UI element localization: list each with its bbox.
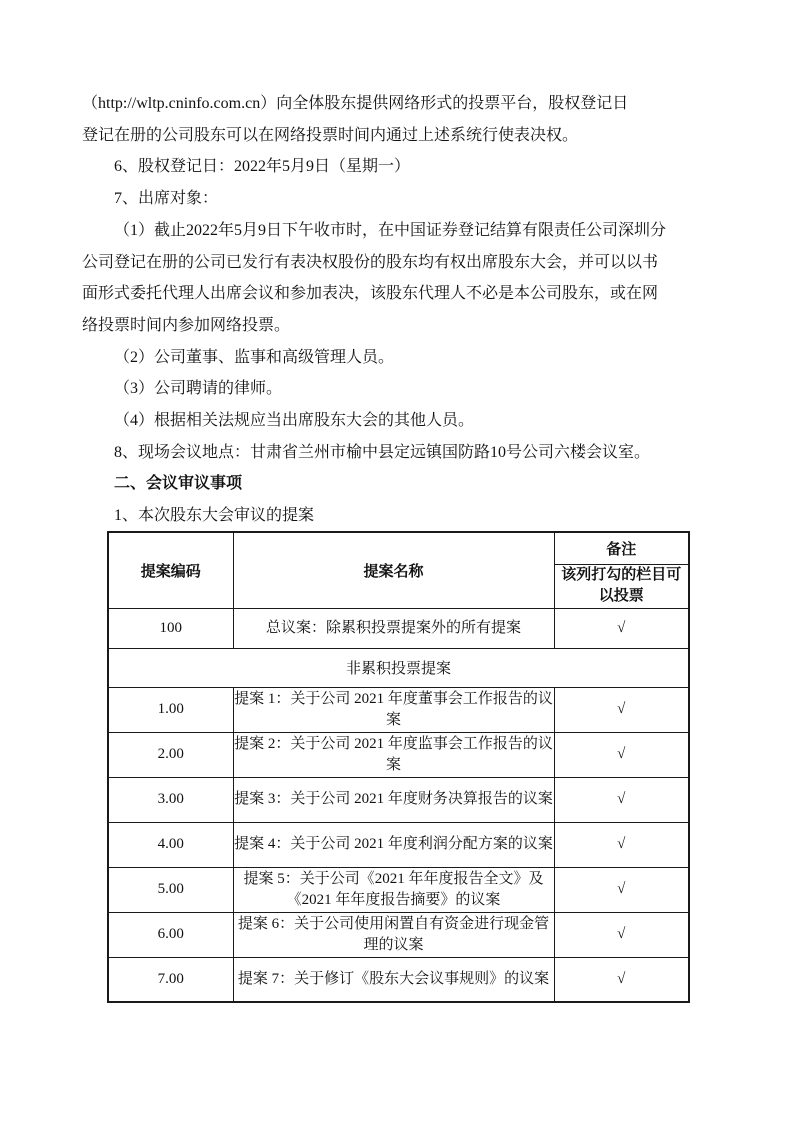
proposal-code-cell: 1.00 bbox=[108, 687, 233, 732]
vote-check-mark: √ bbox=[554, 732, 689, 777]
document-line: 登记在册的公司股东可以在网络投票时间内通过上述系统行使表决权。 bbox=[82, 126, 579, 144]
vote-check-mark: √ bbox=[554, 777, 689, 822]
document-line: 络投票时间内参加网络投票。 bbox=[82, 316, 291, 334]
document-body-text bbox=[82, 88, 716, 532]
vote-check-mark: √ bbox=[554, 608, 689, 648]
header-proposal-code: 提案编码 bbox=[108, 532, 233, 608]
vote-check-mark: √ bbox=[554, 822, 689, 867]
document-line: 6、股权登记日：2022年5月9日（星期一） bbox=[114, 158, 411, 176]
general-proposal-row bbox=[108, 608, 689, 648]
proposal-name-cell: 提案 3：关于公司 2021 年度财务决算报告的议案 bbox=[233, 777, 554, 822]
proposal-code-cell: 5.00 bbox=[108, 867, 233, 912]
proposal-row bbox=[108, 912, 689, 957]
proposal-name-cell: 提案 6：关于公司使用闲置自有资金进行现金管理的议案 bbox=[233, 912, 554, 957]
document-line: 二、会议审议事项 bbox=[114, 475, 243, 493]
proposal-code-cell: 4.00 bbox=[108, 822, 233, 867]
document-line: （http://wltp.cninfo.com.cn）向全体股东提供网络形式的投票平台，股权登记日 bbox=[82, 95, 629, 112]
proposal-row bbox=[108, 777, 689, 822]
section-divider-label: 非累积投票提案 bbox=[108, 648, 689, 687]
header-note: 备注 bbox=[554, 532, 689, 564]
proposal-row bbox=[108, 732, 689, 777]
document-line: 面形式委托代理人出席会议和参加表决，该股东代理人不必是本公司股东，或在网 bbox=[82, 285, 659, 303]
header-note-sub: 该列打勾的栏目可以投票 bbox=[554, 564, 689, 608]
vote-check-mark: √ bbox=[554, 912, 689, 957]
table-header-row bbox=[108, 532, 689, 564]
proposal-row bbox=[108, 822, 689, 867]
proposal-row bbox=[108, 687, 689, 732]
document-line: （1）截止2022年5月9日下午收市时，在中国证券登记结算有限责任公司深圳分 bbox=[114, 221, 667, 239]
proposal-name-cell: 提案 4：关于公司 2021 年度利润分配方案的议案 bbox=[233, 822, 554, 867]
vote-check-mark: √ bbox=[554, 687, 689, 732]
header-proposal-name: 提案名称 bbox=[233, 532, 554, 608]
document-line: （2）公司董事、监事和高级管理人员。 bbox=[114, 348, 395, 366]
proposal-table bbox=[107, 531, 690, 1003]
document-line: 7、出席对象： bbox=[114, 190, 219, 208]
proposal-name-cell: 提案 1：关于公司 2021 年度董事会工作报告的议案 bbox=[233, 687, 554, 732]
proposal-name-cell: 提案 5：关于公司《2021 年年度报告全文》及《2021 年年度报告摘要》的议案 bbox=[233, 867, 554, 912]
proposal-code-cell: 7.00 bbox=[108, 957, 233, 1002]
document-line: （4）根据相关法规应当出席股东大会的其他人员。 bbox=[114, 412, 475, 430]
proposal-name-cell: 总议案：除累积投票提案外的所有提案 bbox=[233, 608, 554, 648]
document-line: 8、现场会议地点：甘肃省兰州市榆中县定远镇国防路10号公司六楼会议室。 bbox=[114, 443, 651, 461]
proposal-row bbox=[108, 867, 689, 912]
document-line: 1、本次股东大会审议的提案 bbox=[114, 507, 315, 525]
document-line: 公司登记在册的公司已发行有表决权股份的股东均有权出席股东大会，并可以以书 bbox=[82, 253, 659, 271]
proposal-code-cell: 6.00 bbox=[108, 912, 233, 957]
vote-check-mark: √ bbox=[554, 867, 689, 912]
proposal-code-cell: 2.00 bbox=[108, 732, 233, 777]
proposal-code-cell: 100 bbox=[108, 608, 233, 648]
proposal-row bbox=[108, 957, 689, 1002]
proposal-code-cell: 3.00 bbox=[108, 777, 233, 822]
proposal-name-cell: 提案 7：关于修订《股东大会议事规则》的议案 bbox=[233, 957, 554, 1002]
vote-check-mark: √ bbox=[554, 957, 689, 1002]
proposal-name-cell: 提案 2：关于公司 2021 年度监事会工作报告的议案 bbox=[233, 732, 554, 777]
section-divider-row bbox=[108, 648, 689, 687]
document-line: （3）公司聘请的律师。 bbox=[114, 380, 283, 398]
